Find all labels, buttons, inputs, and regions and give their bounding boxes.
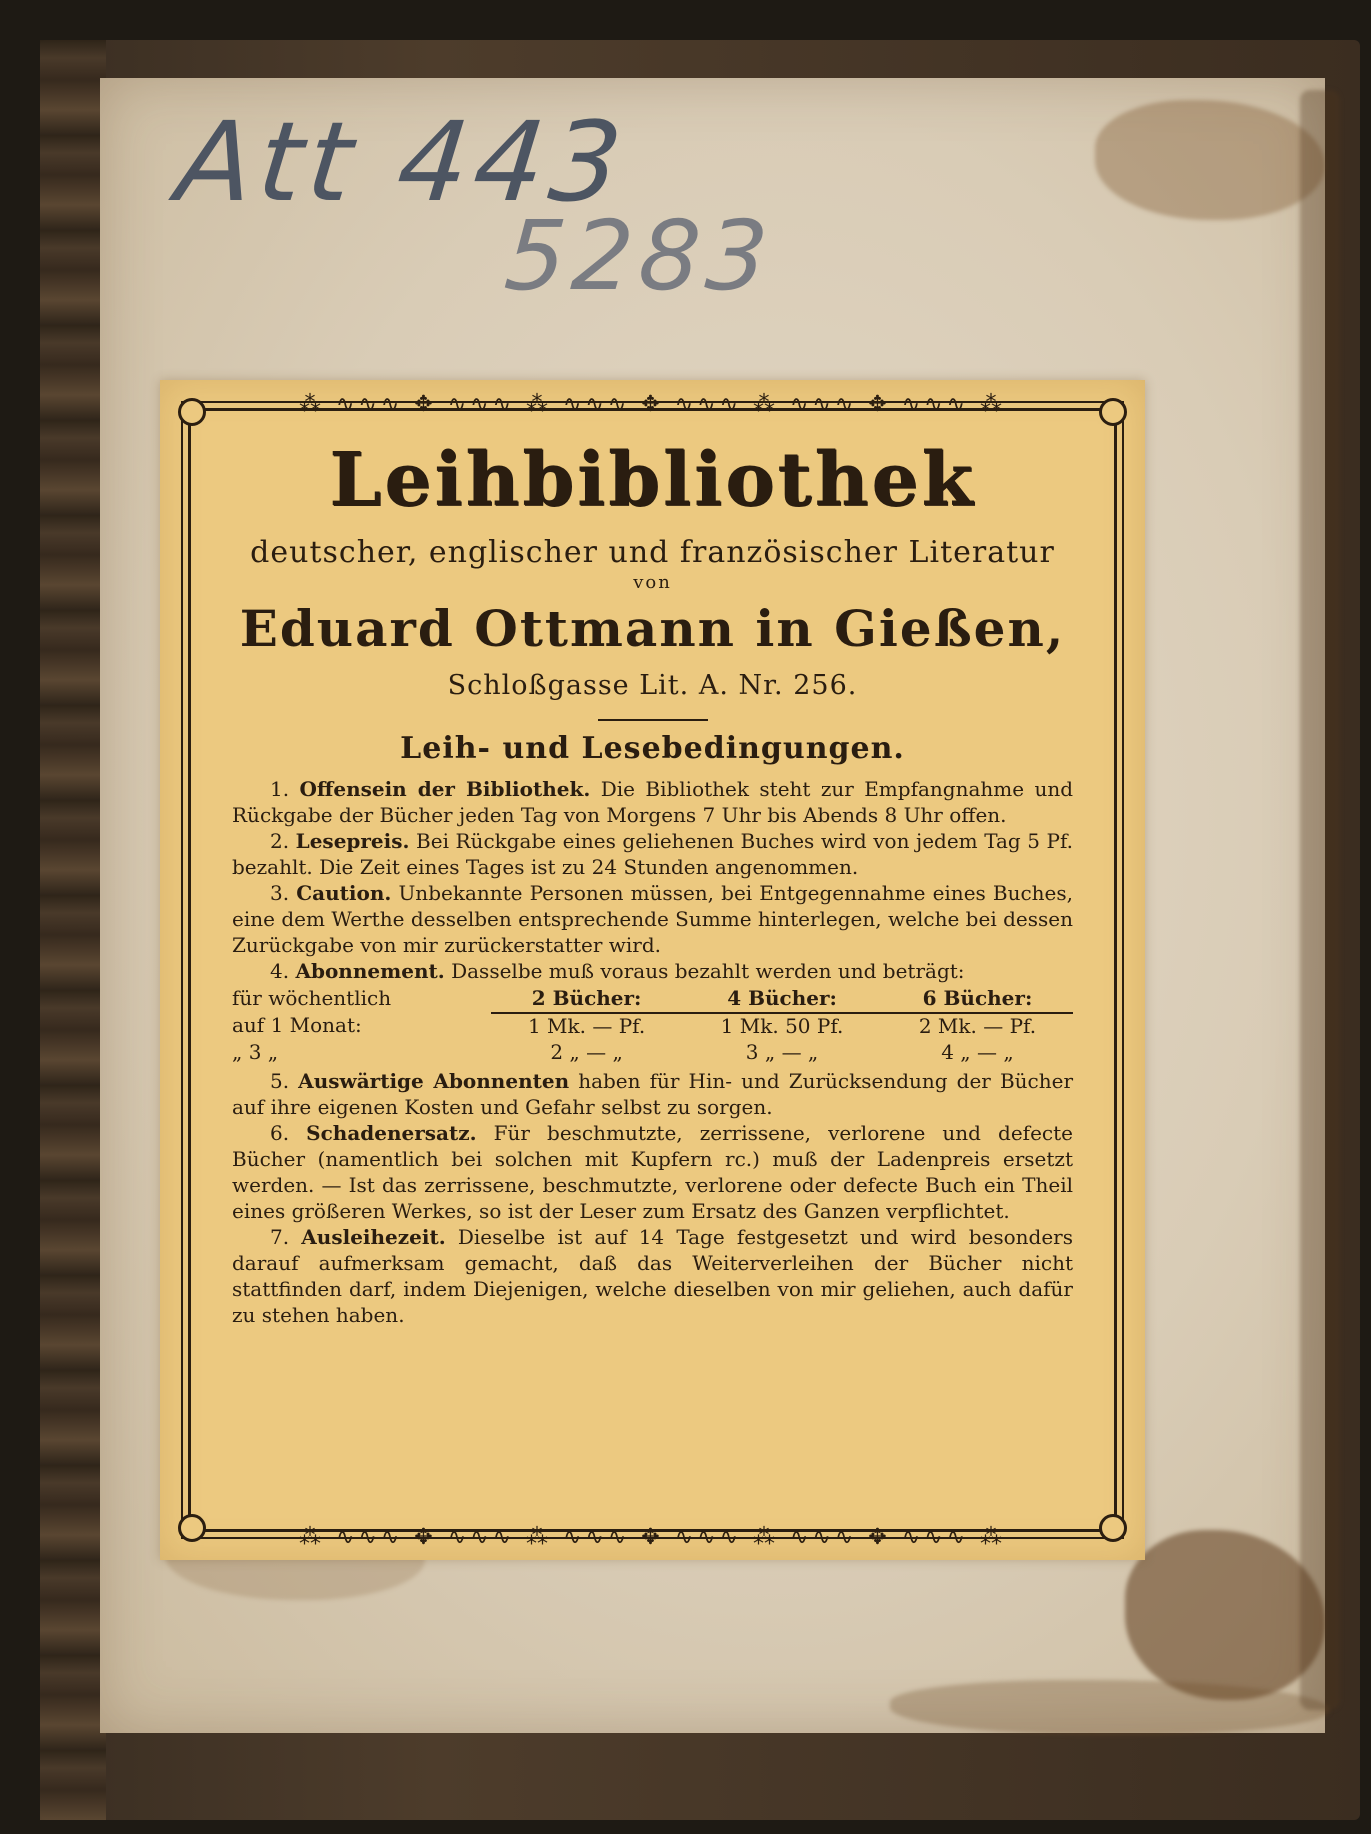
rates-table: [232, 986, 1073, 1066]
ornament-border-bottom: ⁂ ∿∿∿ ✥ ∿∿∿ ⁂ ∿∿∿ ✥ ∿∿∿ ⁂ ∿∿∿ ✥ ∿∿∿ ⁂: [298, 1525, 1007, 1550]
rates-row-label-header: für wöchentlich: [232, 986, 392, 1011]
label-von: von: [633, 572, 672, 594]
rates-cell: 4 „ — „: [941, 1040, 1014, 1065]
condition-heading: Lesepreis.: [295, 829, 410, 854]
rates-column-header: 4 Bücher:: [682, 986, 882, 1013]
rates-cell: 2 „ — „: [550, 1040, 623, 1065]
divider: [598, 719, 708, 721]
condition-heading: Ausleihezeit.: [301, 1225, 446, 1250]
condition-item: [232, 828, 1073, 880]
pencil-shelfmark: Att 443: [171, 98, 634, 226]
rates-row-label: auf 1 Monat:: [232, 1013, 362, 1038]
table-row: [232, 1040, 1073, 1066]
condition-number: 4.: [270, 959, 290, 984]
library-label: [160, 380, 1145, 1560]
condition-item: [232, 776, 1073, 828]
book-spine: [40, 40, 106, 1820]
condition-item: [232, 958, 1073, 984]
rates-cell: 3 „ — „: [745, 1040, 819, 1065]
condition-heading: Offensein der Bibliothek.: [299, 777, 591, 802]
rates-cell: 1 Mk. — Pf.: [527, 1014, 646, 1039]
rates-column-header: 2 Bücher:: [491, 986, 682, 1013]
condition-heading: Abonnement.: [295, 959, 445, 984]
label-content: [232, 437, 1074, 1328]
condition-text: Dieselbe ist auf 14 Tage festgesetzt und wird besonders darauf aufmerksam gemacht, daß das Weiterverleihen der Bücher nicht stattfinden darf, indem Diejenigen, welche dieselben von mir geliehen, auch dafür zu stehen haben.: [232, 1225, 1074, 1328]
condition-number: 5.: [270, 1069, 290, 1094]
rates-header-row: [232, 986, 1073, 1013]
rates-cell: 2 Mk. — Pf.: [918, 1014, 1037, 1039]
condition-text: Bei Rückgabe eines geliehenen Buches wird von jedem Tag 5 Pf. bezahlt. Die Zeit eines Tages ist zu 24 Stunden angenommen.: [232, 829, 1074, 880]
rates-row-label: „ 3 „: [232, 1040, 279, 1065]
condition-heading: Caution.: [296, 881, 392, 906]
label-owner: Eduard Ottmann in Gießen,: [239, 599, 1066, 659]
condition-number: 3.: [270, 881, 290, 906]
conditions-heading: Leih- und Lesebedingungen.: [400, 731, 905, 767]
condition-item: [232, 1120, 1073, 1224]
condition-heading: Auswärtige Abonnenten: [298, 1069, 570, 1094]
rates-column-header: 6 Bücher:: [882, 986, 1073, 1013]
label-address: Schloßgasse Lit. A. Nr. 256.: [447, 670, 858, 702]
table-row: [232, 1013, 1073, 1040]
label-title: Leihbibliothek: [329, 437, 976, 523]
condition-number: 1.: [270, 777, 290, 802]
condition-text: Für beschmutzte, zerrissene, verlorene und defecte Bücher (namentlich bei solchen mit Kupfern rc.) muß der Ladenpreis ersetzt werden. — Ist das zerrissene, beschmutzte, verlorene oder defecte Buch ein Theil eines größeren Werkes, so ist der Leser zum Ersatz des Ganzen verpflichtet.: [232, 1121, 1073, 1224]
condition-text: Die Bibliothek steht zur Empfangnahme und Rückgabe der Bücher jeden Tag von Morgens 7 Uhr bis Abends 8 Uhr offen.: [232, 777, 1074, 828]
condition-text: Unbekannte Personen müssen, bei Entgegennahme eines Buches, eine dem Werthe desselben entsprechende Summe hinterlegen, welche bei dessen Zurückgabe von mir zurückerstatter wird.: [232, 881, 1074, 958]
ornament-border-top: ⁂ ∿∿∿ ✥ ∿∿∿ ⁂ ∿∿∿ ✥ ∿∿∿ ⁂ ∿∿∿ ✥ ∿∿∿ ⁂: [298, 392, 1007, 417]
condition-item: [232, 1068, 1073, 1120]
stain: [1300, 90, 1340, 1710]
pencil-number: 5283: [501, 200, 778, 312]
label-subtitle: deutscher, englischer und französischer Literatur: [250, 535, 1055, 571]
condition-text: Dasselbe muß voraus bezahlt werden und beträgt:: [451, 959, 965, 984]
condition-number: 6.: [270, 1121, 290, 1146]
condition-heading: Schadenersatz.: [306, 1121, 477, 1146]
condition-text: haben für Hin- und Zurücksendung der Bücher auf ihre eigenen Kosten und Gefahr selbst zu sorgen.: [232, 1069, 1074, 1120]
condition-number: 7.: [270, 1225, 290, 1250]
rates-cell: 1 Mk. 50 Pf.: [720, 1014, 844, 1039]
condition-number: 2.: [270, 829, 290, 854]
condition-item: [232, 1224, 1073, 1328]
condition-item: [232, 880, 1073, 958]
